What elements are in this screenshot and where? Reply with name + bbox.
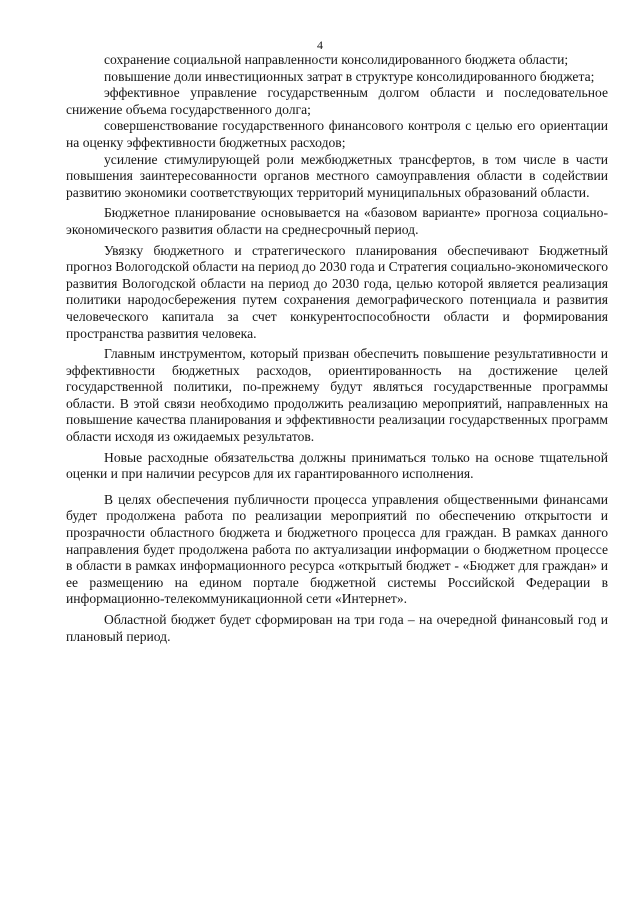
paragraph: совершенствование государственного финансового контроля с целью его ориентации на оценку эффективности бюджетных расходов; — [66, 118, 608, 150]
paragraph: В целях обеспечения публичности процесса управления общественными финансами будет продолжена работа по реализации мероприятий по обеспечению открытости и прозрачности областного бюджета и бюджетного процесса для граждан. В рамках данного направления будет продолжена работа по актуализации информации о бюджетном процессе в области в рамках информационного ресурса «открытый бюджет - «Бюджет для граждан» и ее размещению на едином портале бюджетной системы Российской Федерации в информационно-телекоммуникационной сети «Интернет». — [66, 491, 608, 607]
paragraph: эффективное управление государственным долгом области и последовательное снижение объема государственного долга; — [66, 85, 608, 117]
paragraph: Областной бюджет будет сформирован на три года – на очередной финансовый год и плановый период. — [66, 612, 608, 644]
paragraph: Бюджетное планирование основывается на «базовом варианте» прогноза социально-экономического развития области на среднесрочный период. — [66, 205, 608, 237]
paragraph: повышение доли инвестиционных затрат в структуре консолидированного бюджета; — [104, 68, 595, 84]
paragraph: Главным инструментом, который призван обеспечить повышение результативности и эффективности бюджетных расходов, ориентированность на достижение целей государственной политики, по-прежнему будут являться государственные программы области. В этой связи необходимо продолжить реализацию мероприятий, направленных на повышение качества планирования и эффективности реализации государственных программ области исходя из ожидаемых результатов. — [66, 346, 608, 445]
paragraph: Новые расходные обязательства должны приниматься только на основе тщательной оценки и при наличии ресурсов для их гарантированного исполнения. — [66, 449, 608, 482]
paragraph: Увязку бюджетного и стратегического планирования обеспечивают Бюджетный прогноз Вологодской области на период до 2030 года и Стратегия социально-экономического развития Вологодской области на период до 2030 года, целью которой является реализация политики народосбережения путем сохранения демографического потенциала и развития человеческого капитала за счет конкурентоспособности области и формирования пространства развития человека. — [66, 242, 608, 341]
paragraph: усиление стимулирующей роли межбюджетных трансфертов, в том числе в части повышения заинтересованности органов местного самоуправления области в содействии развитию экономики соответствующих территорий муниципальных образований области. — [66, 151, 608, 200]
paragraph: сохранение социальной направленности консолидированного бюджета области; — [104, 52, 569, 67]
page-number: 4 — [317, 38, 323, 52]
